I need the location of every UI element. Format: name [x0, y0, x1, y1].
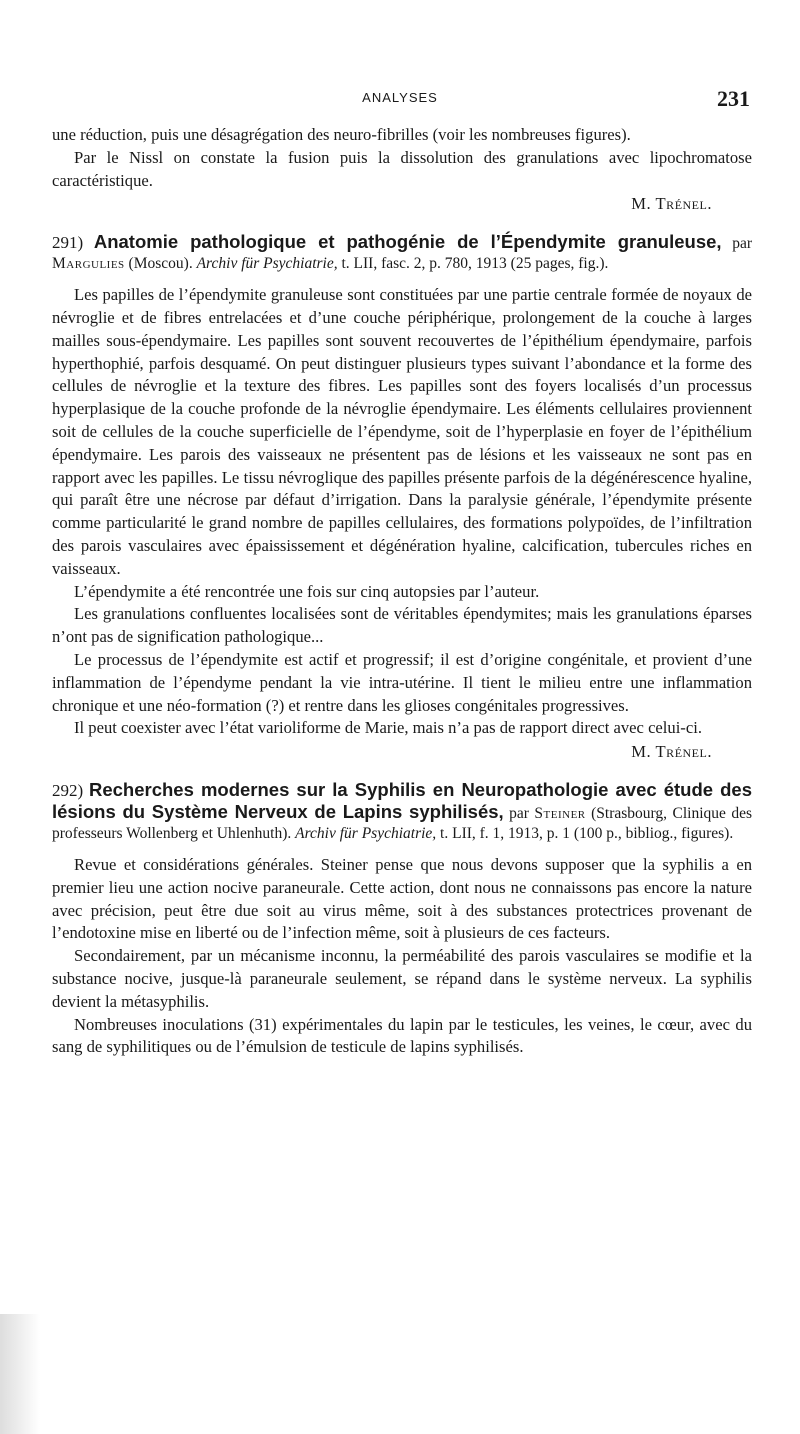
entry-291-signature: M. Trénel. — [631, 742, 712, 762]
entry-291-heading — [52, 232, 752, 274]
entry-292-title: Recherches modernes sur la Syphilis en Neuropathologie avec étude des lésions du Système Nerveux de Lapins syphilisés, — [52, 778, 752, 822]
page-content — [52, 124, 752, 1059]
entry-291-paragraph-5-text: Il peut coexister avec l’état varioliforme de Marie, mais n’a pas de rapport direct avec celui-ci. — [74, 718, 702, 738]
entry-291-journal: Archiv für Psychiatrie, — [196, 255, 338, 273]
entry-292-number: 292) — [52, 780, 84, 800]
scan-edge-shadow — [0, 1314, 40, 1434]
running-title: ANALYSES — [362, 90, 438, 105]
entry-291-author-place: (Moscou). — [128, 255, 193, 273]
entry-291-paragraph-2: L’épendymite a été rencontrée une fois sur cinq autopsies par l’auteur. — [74, 581, 540, 601]
entry-292-paragraph-3: Nombreuses inoculations (31) expérimentales du lapin par le testicules, les veines, le cœur, avec du sang de syphilitiques ou de l’émulsion de testicule de lapins syphilisés. — [52, 1014, 752, 1057]
entry-291-paragraph-4: Le processus de l’épendymite est actif et progressif; il est d’origine congénitale, et provient d’une inflammation de l’épendyme pendant la vie intra-utérine. Il tient le milieu entre une inflammation chronique et une néo-formation (?) et rentre dans les glioses congénitales progressives. — [52, 649, 752, 715]
entry-292-author-place: (Strasbourg, Clinique des professeurs Wollenberg et Uhlenhuth). — [52, 804, 753, 842]
entry-291-paragraph-3: Les granulations confluentes localisées sont de véritables épendymites; mais les granulations éparses n’ont pas de signification pathologique... — [52, 604, 752, 647]
intro-paragraph-2-text: Par le Nissl on constate la fusion puis la dissolution des granulations avec lipochromatose caractéristique. — [52, 147, 752, 190]
intro-signature: M. Trénel. — [631, 194, 712, 214]
entry-292-author-prefix: par — [509, 804, 529, 822]
entry-291-citation: t. LII, fasc. 2, p. 780, 1913 (25 pages, fig.). — [341, 255, 609, 273]
intro-paragraph-1: une réduction, puis une désagrégation des neuro-fibrilles (voir les nombreuses figures). — [52, 125, 631, 144]
entry-292-journal: Archiv für Psychiatrie, — [295, 824, 437, 842]
running-head — [50, 86, 750, 110]
intro-paragraph-2 — [52, 147, 752, 216]
entry-291-title: Anatomie pathologique et pathogénie de l’Épendymite granuleuse, — [93, 231, 722, 253]
entry-292-citation: t. LII, f. 1, 1913, p. 1 (100 p., bibliog., figures). — [440, 824, 734, 842]
entry-292-author: Steiner — [534, 804, 586, 822]
entry-291-author-prefix: par — [732, 235, 753, 253]
entry-292-heading — [52, 780, 752, 844]
entry-291-paragraph-1: Les papilles de l’épendymite granuleuse sont constituées par une partie centrale formée de noyaux de névroglie et de fibres entrelacées et d’une couche périphérique, prolongement de la couche à larges mailles sous-épendymaire. Les papilles sont souvent recouvertes de l’épithélium épendymaire, parfois hyperthophié, parfois desquamé. On peut distinguer plusieurs types suivant l’abondance et la forme des cellules de névroglie et la texture des fibres. Les papilles sont des foyers localisés d’un processus hyperplasique de la couche profonde de la névroglie épendymaire. Les éléments cellulaires proviennent soit de cellules de la couche superficielle de l’épendyme, soit de l’hyperplasie en foyer de l’épithélium épendymaire. Les parois des vaisseaux ne présentent pas de lésions et les vaisseaux ne sont pas en rapport avec les papilles. Le tissu névroglique des papilles présente parfois de la dégénérescence hyaline, qui paraît être une nécrose par défaut d’irrigation. Dans la paralysie générale, l’épendymite présente comme particularité le grand nombre de papilles cellulaires, des formations polypoïdes, de l’infiltration des parois vasculaires avec épaississement et dégénération hyaline, calcification, tubercules riches en vaisseaux. — [52, 285, 752, 578]
entry-291-number: 291) — [52, 233, 84, 253]
entry-292-paragraph-2: Secondairement, par un mécanisme inconnu, la perméabilité des parois vasculaires se modifie et la substance nocive, jusque-là paraneurale seulement, se répand dans le système nerveux. La syphilis devient la métasyphilis. — [52, 946, 752, 1011]
entry-291-paragraph-5 — [52, 717, 752, 764]
page-number: 231 — [717, 86, 750, 111]
entry-291-author: Margulies — [52, 255, 125, 273]
entry-292-paragraph-1: Revue et considérations générales. Steiner pense que nous devons supposer que la syphilis a en premier lieu une action nocive paraneurale. Cette action, dont nous ne connaissons pas encore la nature avec précision, peut être due soit au virus même, soit à des substances protectrices provenant de l’endotoxine mise en liberté ou de l’infection même, soit à plusieurs de ces facteurs. — [52, 854, 752, 943]
